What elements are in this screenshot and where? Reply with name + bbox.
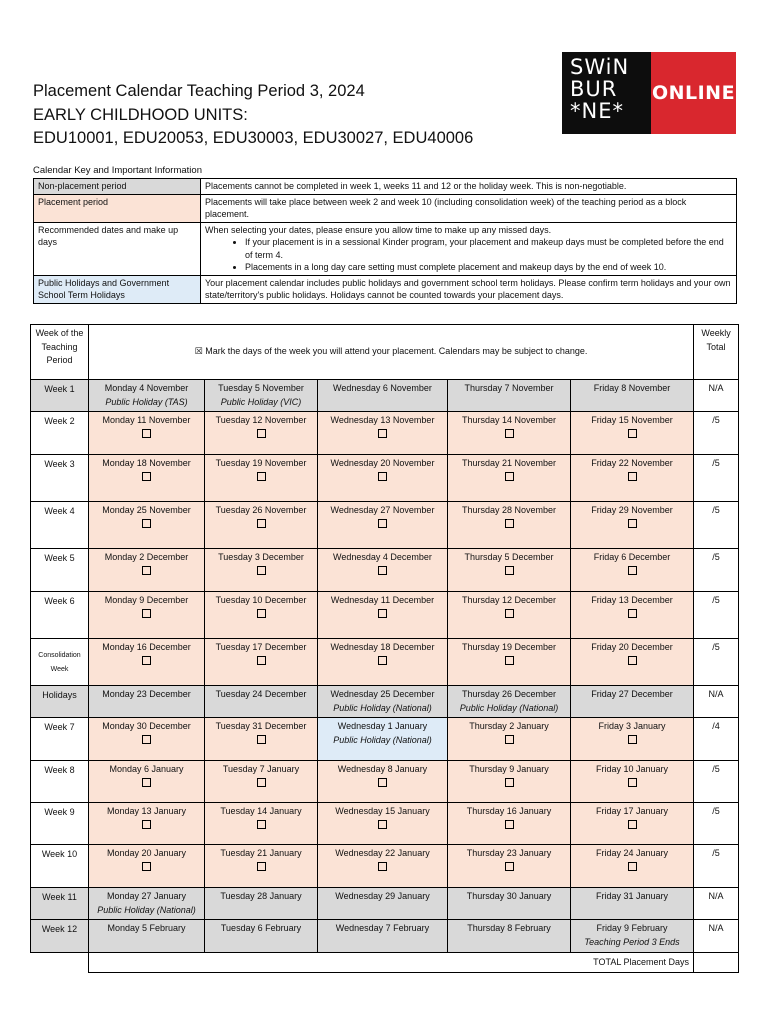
- weekly-total: N/A: [694, 686, 739, 718]
- day-date: Friday 17 January: [596, 806, 669, 816]
- day-date: Thursday 21 November: [461, 458, 557, 468]
- day-date: Thursday 30 January: [466, 891, 552, 901]
- day-date: Tuesday 28 January: [220, 891, 302, 901]
- weekly-total: /5: [694, 549, 739, 592]
- calendar-week-row: [31, 455, 739, 502]
- day-cell[interactable]: [89, 502, 205, 549]
- day-date: Thursday 28 November: [461, 505, 557, 515]
- week-label: Week 2: [31, 412, 89, 455]
- day-date: Monday 4 November: [104, 383, 189, 393]
- day-date: Monday 23 December: [102, 689, 191, 699]
- week-label: Week 5: [31, 549, 89, 592]
- day-cell[interactable]: [571, 761, 694, 803]
- day-cell: [318, 686, 448, 718]
- unit-codes: EDU10001, EDU20053, EDU30003, EDU30027, EDU40006: [33, 129, 474, 147]
- day-cell[interactable]: [318, 549, 448, 592]
- key-label: Placement period: [34, 194, 201, 222]
- key-text: Placements cannot be completed in week 1, weeks 11 and 12 or the holiday week. This is non-negotiable.: [201, 179, 737, 195]
- day-cell[interactable]: [318, 639, 448, 686]
- calendar-body: [31, 380, 739, 953]
- day-date: Tuesday 26 November: [215, 505, 307, 515]
- page-subtitle: EARLY CHILDHOOD UNITS:: [33, 105, 248, 124]
- day-date: Tuesday 19 November: [215, 458, 307, 468]
- day-cell[interactable]: [318, 592, 448, 639]
- day-date: Friday 20 December: [591, 642, 673, 652]
- attendance-checkbox[interactable]: [257, 862, 266, 871]
- day-cell[interactable]: [205, 761, 318, 803]
- attendance-checkbox[interactable]: [257, 519, 266, 528]
- attendance-checkbox[interactable]: [628, 609, 637, 618]
- day-cell: [205, 920, 318, 953]
- day-cell[interactable]: [89, 592, 205, 639]
- day-cell: [318, 888, 448, 920]
- key-row: [34, 194, 737, 222]
- day-cell[interactable]: [448, 455, 571, 502]
- day-date: Friday 24 January: [596, 848, 669, 858]
- holiday-note: Public Holiday (National): [97, 904, 196, 915]
- day-date: Friday 8 November: [593, 383, 671, 393]
- day-date: Wednesday 27 November: [330, 505, 435, 515]
- day-cell[interactable]: [448, 412, 571, 455]
- day-cell[interactable]: [448, 718, 571, 761]
- calendar-week-row: [31, 380, 739, 412]
- total-placement-days-input[interactable]: [694, 953, 739, 973]
- day-date: Friday 9 February: [596, 923, 668, 933]
- day-cell: [318, 920, 448, 953]
- day-cell[interactable]: [448, 592, 571, 639]
- day-date: Tuesday 7 January: [222, 764, 300, 774]
- day-date: Wednesday 4 December: [333, 552, 432, 562]
- calendar-key-table: [33, 178, 737, 304]
- day-date: Tuesday 24 December: [215, 689, 307, 699]
- calendar-week-row: [31, 888, 739, 920]
- logo-wordmark: SWiN BUR *NE*: [562, 52, 651, 134]
- attendance-checkbox[interactable]: [378, 429, 387, 438]
- attendance-checkbox[interactable]: [628, 862, 637, 871]
- day-date: Monday 11 November: [102, 415, 191, 425]
- day-cell: [448, 920, 571, 953]
- day-cell: [448, 888, 571, 920]
- day-cell: [89, 920, 205, 953]
- calendar-header-row: [31, 325, 739, 380]
- day-cell[interactable]: [448, 639, 571, 686]
- day-cell[interactable]: [448, 845, 571, 888]
- day-date: Thursday 23 January: [466, 848, 552, 858]
- weekly-total: N/A: [694, 920, 739, 953]
- day-date: Wednesday 22 January: [335, 848, 430, 858]
- week-label: Week 1: [31, 380, 89, 412]
- attendance-checkbox[interactable]: [257, 429, 266, 438]
- day-date: Monday 30 December: [102, 721, 191, 731]
- calendar-week-row: [31, 761, 739, 803]
- day-date: Monday 18 November: [102, 458, 191, 468]
- attendance-checkbox[interactable]: [628, 429, 637, 438]
- instruction-text: ☒ Mark the days of the week you will attend your placement. Calendars may be subject to change.: [89, 325, 694, 380]
- attendance-checkbox[interactable]: [505, 609, 514, 618]
- attendance-checkbox[interactable]: [628, 519, 637, 528]
- week-label: Week 11: [31, 888, 89, 920]
- day-cell[interactable]: [448, 502, 571, 549]
- attendance-checkbox[interactable]: [142, 735, 151, 744]
- day-cell[interactable]: [448, 803, 571, 845]
- attendance-checkbox[interactable]: [142, 566, 151, 575]
- day-cell[interactable]: [89, 639, 205, 686]
- weekly-total: N/A: [694, 888, 739, 920]
- day-date: Friday 6 December: [593, 552, 671, 562]
- attendance-checkbox[interactable]: [505, 519, 514, 528]
- week-label: Week 8: [31, 761, 89, 803]
- calendar-week-row: [31, 686, 739, 718]
- day-cell[interactable]: [571, 845, 694, 888]
- day-date: Thursday 7 November: [464, 383, 554, 393]
- day-cell: [205, 888, 318, 920]
- day-date: Wednesday 11 December: [330, 595, 435, 605]
- day-cell: [89, 380, 205, 412]
- weekly-total: /5: [694, 761, 739, 803]
- day-cell: [448, 380, 571, 412]
- day-cell[interactable]: [205, 639, 318, 686]
- attendance-checkbox[interactable]: [378, 566, 387, 575]
- week-label: Week 3: [31, 455, 89, 502]
- calendar-week-row: [31, 549, 739, 592]
- attendance-checkbox[interactable]: [257, 656, 266, 665]
- holiday-note: Teaching Period 3 Ends: [584, 936, 680, 947]
- day-cell[interactable]: [318, 803, 448, 845]
- day-cell: [205, 686, 318, 718]
- key-label: Public Holidays and Government School Term Holidays: [34, 275, 201, 303]
- day-date: Wednesday 20 November: [330, 458, 435, 468]
- attendance-checkbox[interactable]: [142, 862, 151, 871]
- day-date: Friday 3 January: [598, 721, 666, 731]
- weekly-total: /4: [694, 718, 739, 761]
- day-date: Tuesday 31 December: [215, 721, 307, 731]
- calendar-week-row: [31, 845, 739, 888]
- day-date: Wednesday 18 December: [330, 642, 435, 652]
- day-date: Wednesday 15 January: [335, 806, 430, 816]
- key-row: [34, 275, 737, 303]
- attendance-checkbox[interactable]: [378, 472, 387, 481]
- day-cell[interactable]: [318, 455, 448, 502]
- day-date: Wednesday 13 November: [330, 415, 435, 425]
- weekly-total: N/A: [694, 380, 739, 412]
- week-label: Consolidation Week: [31, 639, 89, 686]
- weekly-total: /5: [694, 639, 739, 686]
- attendance-checkbox[interactable]: [257, 778, 266, 787]
- day-date: Thursday 8 February: [467, 923, 551, 933]
- day-date: Monday 25 November: [102, 505, 191, 515]
- attendance-checkbox[interactable]: [505, 429, 514, 438]
- attendance-checkbox[interactable]: [142, 609, 151, 618]
- key-row: [34, 222, 737, 275]
- day-date: Thursday 9 January: [469, 764, 549, 774]
- weekly-total: /5: [694, 803, 739, 845]
- day-cell[interactable]: [448, 761, 571, 803]
- attendance-checkbox[interactable]: [505, 472, 514, 481]
- day-date: Thursday 16 January: [466, 806, 552, 816]
- day-cell[interactable]: [318, 845, 448, 888]
- day-cell[interactable]: [571, 639, 694, 686]
- attendance-checkbox[interactable]: [505, 862, 514, 871]
- calendar-week-row: [31, 803, 739, 845]
- key-label: Non-placement period: [34, 179, 201, 195]
- attendance-checkbox[interactable]: [257, 472, 266, 481]
- day-cell: [571, 888, 694, 920]
- day-cell: [89, 888, 205, 920]
- day-cell: [448, 686, 571, 718]
- holiday-note: Public Holiday (National): [333, 702, 432, 713]
- day-date: Thursday 26 December: [461, 689, 557, 699]
- attendance-checkbox[interactable]: [378, 519, 387, 528]
- day-cell[interactable]: [571, 592, 694, 639]
- key-label: Recommended dates and make up days: [34, 222, 201, 275]
- calendar-week-row: [31, 718, 739, 761]
- key-bullet: • Placements in a long day care setting must complete placement and makeup days by the end of week 10.: [245, 261, 732, 274]
- day-date: Tuesday 14 January: [220, 806, 302, 816]
- day-date: Wednesday 8 January: [337, 764, 428, 774]
- week-header: Week of the Teaching Period: [31, 325, 89, 380]
- week-label: Week 10: [31, 845, 89, 888]
- page-title: Placement Calendar Teaching Period 3, 2024: [33, 82, 365, 100]
- day-cell[interactable]: [205, 549, 318, 592]
- day-date: Tuesday 12 November: [215, 415, 307, 425]
- day-date: Monday 9 December: [104, 595, 189, 605]
- day-date: Tuesday 5 November: [218, 383, 304, 393]
- day-cell[interactable]: [571, 455, 694, 502]
- attendance-checkbox[interactable]: [505, 656, 514, 665]
- holiday-note: Public Holiday (VIC): [220, 396, 302, 407]
- calendar-week-row: [31, 639, 739, 686]
- attendance-checkbox[interactable]: [505, 778, 514, 787]
- day-date: Wednesday 6 November: [333, 383, 432, 393]
- attendance-checkbox[interactable]: [142, 820, 151, 829]
- day-cell: [318, 380, 448, 412]
- attendance-checkbox[interactable]: [628, 778, 637, 787]
- attendance-checkbox[interactable]: [505, 820, 514, 829]
- day-date: Monday 16 December: [102, 642, 191, 652]
- attendance-checkbox[interactable]: [142, 519, 151, 528]
- day-cell: [571, 686, 694, 718]
- day-cell[interactable]: [205, 502, 318, 549]
- day-date: Friday 29 November: [591, 505, 673, 515]
- day-date: Monday 6 January: [109, 764, 184, 774]
- day-cell[interactable]: [571, 502, 694, 549]
- day-cell[interactable]: [205, 412, 318, 455]
- weekly-total: /5: [694, 845, 739, 888]
- attendance-checkbox[interactable]: [378, 862, 387, 871]
- key-text: When selecting your dates, please ensure you allow time to make up any missed days. • If your placement is in a sessional Kinder program, your placement and makeup days must be completed before the end of term 4. • Placements in a long day care setting must complete placement and makeup days by the end of week 10.: [201, 222, 737, 275]
- holiday-note: Public Holiday (National): [333, 734, 432, 745]
- day-date: Thursday 5 December: [464, 552, 554, 562]
- day-cell[interactable]: [571, 412, 694, 455]
- attendance-checkbox[interactable]: [142, 429, 151, 438]
- day-cell[interactable]: [89, 549, 205, 592]
- attendance-checkbox[interactable]: [505, 566, 514, 575]
- day-cell[interactable]: [89, 761, 205, 803]
- weekly-total: /5: [694, 502, 739, 549]
- placement-calendar-table: [30, 324, 739, 973]
- day-cell[interactable]: [89, 412, 205, 455]
- day-date: Thursday 12 December: [461, 595, 557, 605]
- day-date: Friday 27 December: [591, 689, 673, 699]
- total-row: [31, 953, 739, 973]
- day-cell[interactable]: [89, 455, 205, 502]
- day-cell[interactable]: [89, 845, 205, 888]
- day-cell: [318, 718, 448, 761]
- attendance-checkbox[interactable]: [257, 735, 266, 744]
- attendance-checkbox[interactable]: [257, 609, 266, 618]
- day-cell[interactable]: [571, 803, 694, 845]
- week-label: Holidays: [31, 686, 89, 718]
- attendance-checkbox[interactable]: [505, 735, 514, 744]
- day-cell[interactable]: [89, 718, 205, 761]
- day-cell[interactable]: [205, 718, 318, 761]
- key-bullet: • If your placement is in a sessional Kinder program, your placement and makeup days must be completed before the end of term 4.: [245, 236, 732, 261]
- day-date: Tuesday 10 December: [215, 595, 307, 605]
- key-text: Placements will take place between week 2 and week 10 (including consolidation week) of the teaching period as a block placement.: [201, 194, 737, 222]
- day-cell: [571, 380, 694, 412]
- day-date: Friday 31 January: [596, 891, 669, 901]
- calendar-week-row: [31, 502, 739, 549]
- day-cell: [571, 920, 694, 953]
- day-date: Wednesday 25 December: [330, 689, 435, 699]
- key-bullets: [205, 236, 732, 274]
- attendance-checkbox[interactable]: [142, 472, 151, 481]
- week-label: Week 4: [31, 502, 89, 549]
- day-date: Thursday 19 December: [461, 642, 557, 652]
- attendance-checkbox[interactable]: [628, 656, 637, 665]
- day-cell: [89, 686, 205, 718]
- key-row: [34, 179, 737, 195]
- day-date: Tuesday 21 January: [220, 848, 302, 858]
- day-cell[interactable]: [89, 803, 205, 845]
- weekly-total: /5: [694, 455, 739, 502]
- attendance-checkbox[interactable]: [142, 778, 151, 787]
- calendar-week-row: [31, 592, 739, 639]
- day-date: Tuesday 6 February: [220, 923, 302, 933]
- day-date: Wednesday 29 January: [335, 891, 430, 901]
- day-cell[interactable]: [571, 549, 694, 592]
- attendance-checkbox[interactable]: [142, 656, 151, 665]
- weekly-total: /5: [694, 412, 739, 455]
- attendance-checkbox[interactable]: [378, 656, 387, 665]
- day-cell: [205, 380, 318, 412]
- day-cell[interactable]: [205, 592, 318, 639]
- weekly-total-header: Weekly Total: [694, 325, 739, 380]
- attendance-checkbox[interactable]: [378, 778, 387, 787]
- day-cell[interactable]: [205, 803, 318, 845]
- day-date: Monday 20 January: [106, 848, 187, 858]
- day-date: Monday 2 December: [104, 552, 189, 562]
- day-cell[interactable]: [318, 412, 448, 455]
- calendar-week-row: [31, 412, 739, 455]
- attendance-checkbox[interactable]: [628, 735, 637, 744]
- day-date: Thursday 14 November: [461, 415, 557, 425]
- day-cell[interactable]: [318, 502, 448, 549]
- attendance-checkbox[interactable]: [257, 566, 266, 575]
- day-date: Monday 5 February: [107, 923, 186, 933]
- day-date: Thursday 2 January: [469, 721, 549, 731]
- attendance-checkbox[interactable]: [628, 566, 637, 575]
- week-label: Week 7: [31, 718, 89, 761]
- total-placement-days-label: TOTAL Placement Days: [89, 953, 694, 973]
- day-date: Wednesday 1 January: [337, 721, 428, 731]
- day-cell[interactable]: [448, 549, 571, 592]
- attendance-checkbox[interactable]: [257, 820, 266, 829]
- week-label: Week 12: [31, 920, 89, 953]
- title-block: [33, 80, 473, 151]
- day-cell[interactable]: [205, 845, 318, 888]
- key-text: Your placement calendar includes public holidays and government school term holidays. Please confirm term holidays and your own state/territory's public holidays. Holidays cannot be counted towards your placement days.: [201, 275, 737, 303]
- swinburne-online-logo: [562, 52, 736, 134]
- logo-online: ONLINE: [651, 52, 736, 134]
- day-date: Friday 10 January: [596, 764, 669, 774]
- key-heading: Calendar Key and Important Information: [33, 165, 202, 176]
- weekly-total: /5: [694, 592, 739, 639]
- day-cell[interactable]: [318, 761, 448, 803]
- attendance-checkbox[interactable]: [628, 472, 637, 481]
- holiday-note: Public Holiday (TAS): [105, 396, 188, 407]
- attendance-checkbox[interactable]: [378, 820, 387, 829]
- day-cell[interactable]: [205, 455, 318, 502]
- attendance-checkbox[interactable]: [378, 609, 387, 618]
- day-date: Friday 13 December: [591, 595, 673, 605]
- day-date: Monday 13 January: [106, 806, 187, 816]
- calendar-week-row: [31, 920, 739, 953]
- day-date: Friday 15 November: [591, 415, 673, 425]
- holiday-note: Public Holiday (National): [459, 702, 559, 713]
- day-date: Tuesday 17 December: [215, 642, 307, 652]
- week-label: Week 9: [31, 803, 89, 845]
- week-label: Week 6: [31, 592, 89, 639]
- attendance-checkbox[interactable]: [628, 820, 637, 829]
- day-date: Wednesday 7 February: [335, 923, 430, 933]
- day-date: Friday 22 November: [591, 458, 673, 468]
- day-date: Monday 27 January: [106, 891, 187, 901]
- day-date: Tuesday 3 December: [218, 552, 304, 562]
- day-cell[interactable]: [571, 718, 694, 761]
